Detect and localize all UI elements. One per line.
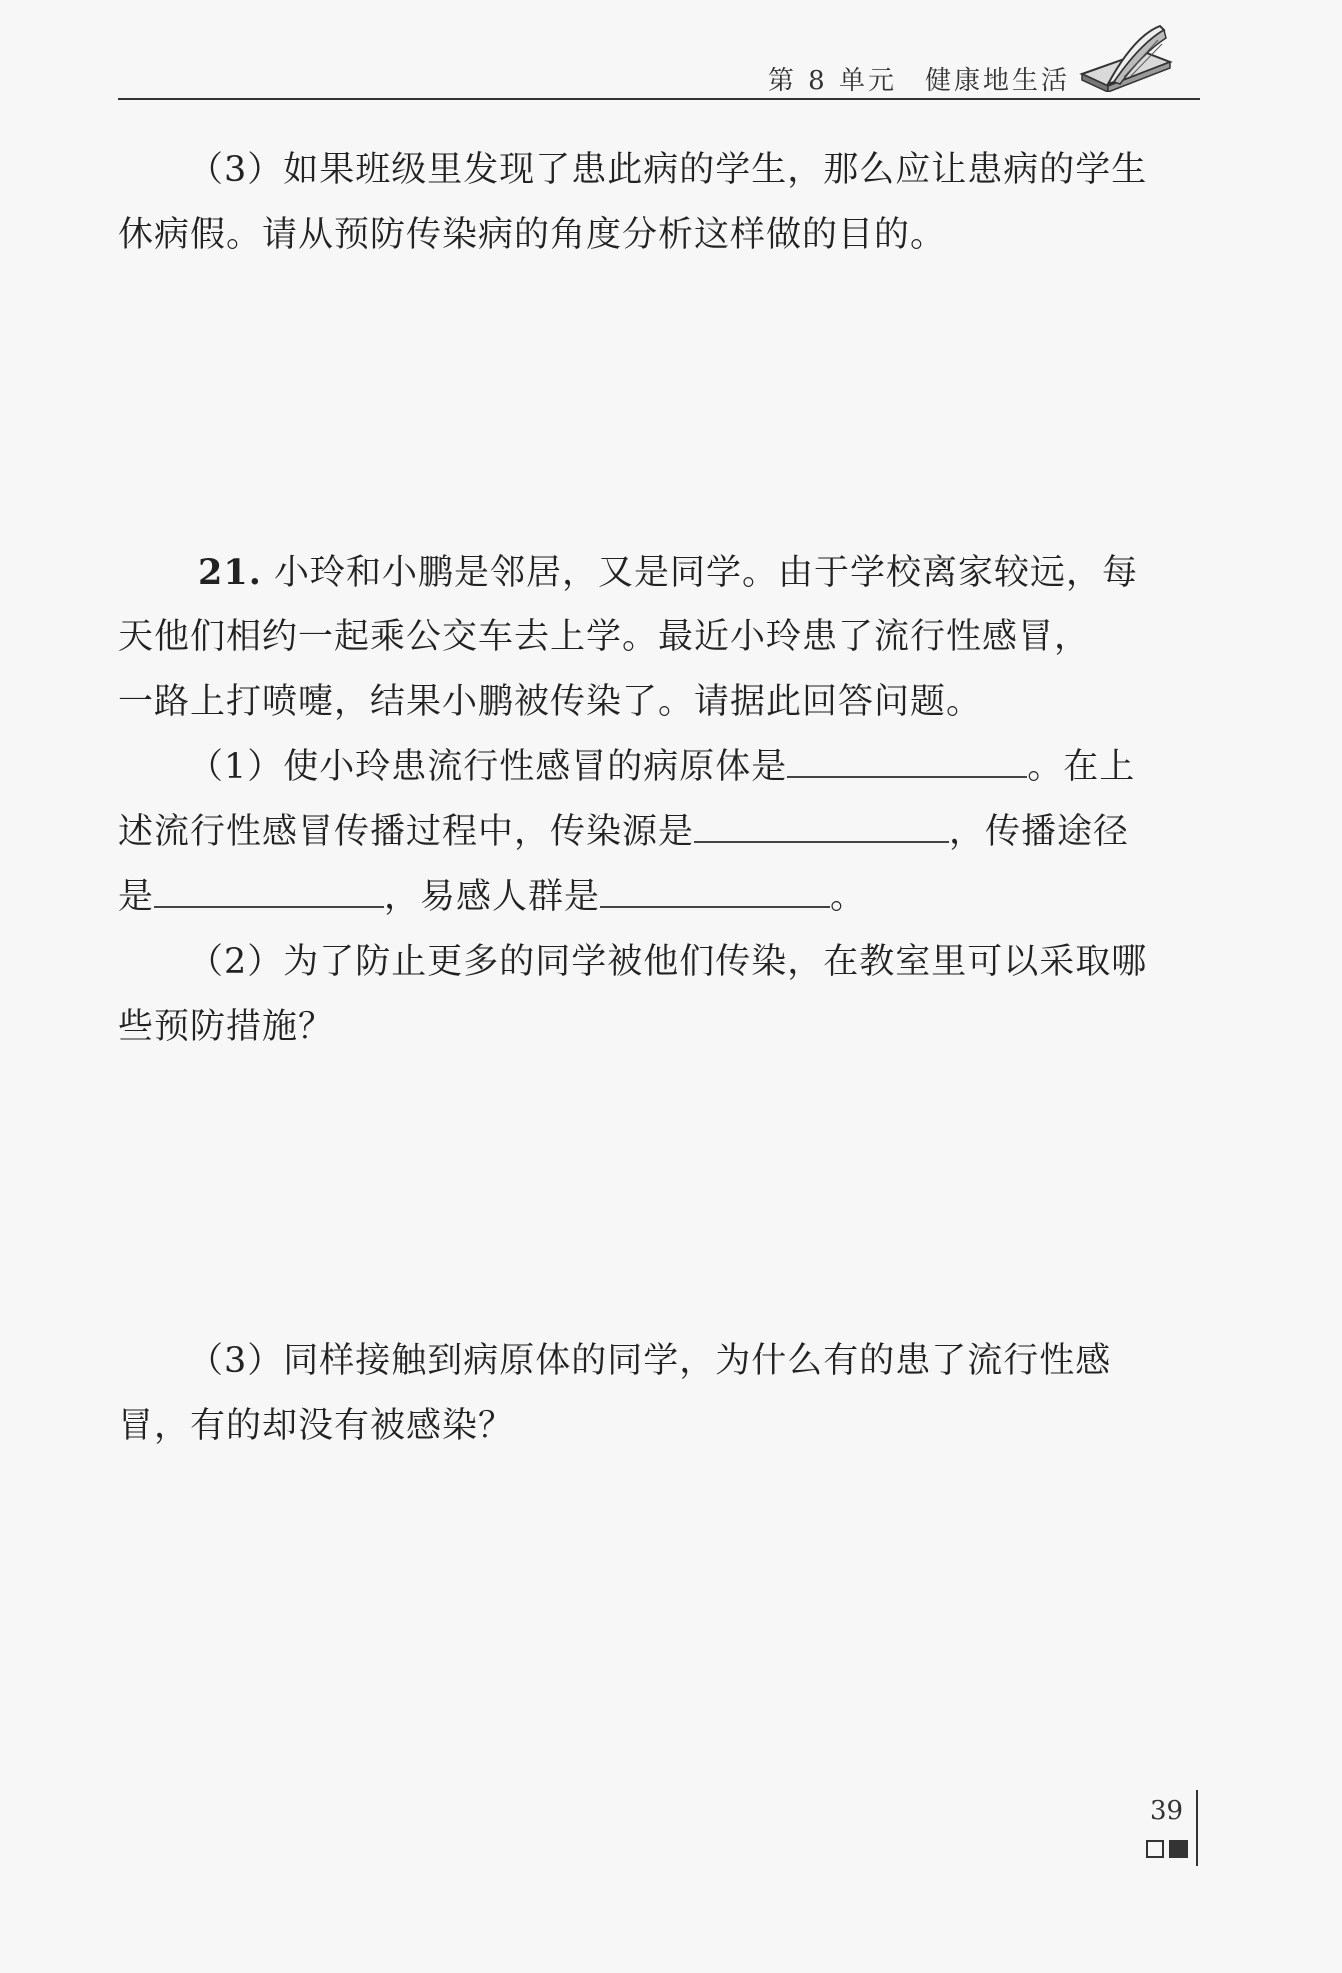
- q20-part3-line2: 休病假。请从预防传染病的角度分析这样做的目的。: [118, 215, 947, 255]
- q21-part1-d: ，传播途径: [949, 812, 1130, 852]
- q20-part3-line1: 如果班级里发现了患此病的学生，那么应让患病的学生: [283, 150, 1148, 190]
- footer-divider: [1196, 1790, 1198, 1866]
- answer-blank-transmission-route[interactable]: [154, 876, 384, 908]
- empty-square-icon: [1146, 1840, 1164, 1858]
- q21-part1-e: 是: [118, 877, 155, 917]
- q21-part3-text2: 冒，有的却没有被感染？: [118, 1406, 515, 1446]
- q21-part1-line2: [118, 800, 1200, 865]
- filled-square-icon: [1169, 1840, 1188, 1858]
- q21-part1-label: （1）: [188, 747, 284, 787]
- q21-part1-f: ，易感人群是: [384, 877, 601, 917]
- page-header: [118, 52, 1200, 102]
- q21-part2-text1: 为了防止更多的同学被他们传染，在教室里可以采取哪: [283, 942, 1148, 982]
- q20-part3-label: （3）: [188, 150, 284, 190]
- unit-title: 健康地生活: [924, 66, 1070, 96]
- q20-part3: [118, 138, 1200, 203]
- answer-blank-susceptible-group[interactable]: [600, 876, 830, 908]
- q21-part3-text1: 同样接触到病原体的同学，为什么有的患了流行性感: [283, 1341, 1112, 1381]
- q21-part3-line1: [118, 1329, 1200, 1394]
- q21-part1-line1: [118, 735, 1200, 800]
- q21-part2-line2: [118, 995, 1200, 1060]
- q21-number: 21.: [198, 552, 262, 593]
- book-icon: [1074, 22, 1174, 92]
- q21-text-line3: 一路上打喷嚏，结果小鹏被传染了。请据此回答问题。: [118, 682, 983, 722]
- q21-part1-b: 。在上: [1027, 747, 1136, 787]
- q21-part2-label: （2）: [188, 942, 284, 982]
- q21-part3-line2: [118, 1394, 1200, 1459]
- q21-part1-a: 使小玲患流行性感冒的病原体是: [283, 747, 788, 787]
- q21-part2-line1: [118, 930, 1200, 995]
- q21-part1-line3: [118, 865, 1200, 930]
- q21-stem-line1: [118, 540, 1200, 606]
- q21-stem-line2: [118, 605, 1200, 670]
- header-rule: [118, 98, 1200, 100]
- unit-label: 第 8 单元: [767, 66, 897, 96]
- q21-part3-label: （3）: [188, 1341, 284, 1381]
- q21-text-line1: 小玲和小鹏是邻居，又是同学。由于学校离家较远，每: [274, 553, 1139, 593]
- answer-blank-pathogen[interactable]: [787, 746, 1027, 778]
- q20-part3-cont: [118, 203, 1200, 268]
- header-text: [768, 60, 1070, 97]
- page-number: 39: [1150, 1796, 1184, 1826]
- q21-part1-c: 述流行性感冒传播过程中，传染源是: [118, 812, 695, 852]
- q21-part2-text2: 些预防措施？: [118, 1007, 335, 1047]
- answer-blank-infection-source[interactable]: [694, 811, 949, 843]
- q21-part1-g: 。: [830, 877, 867, 917]
- q21-text-line2: 天他们相约一起乘公交车去上学。最近小玲患了流行性感冒，: [118, 617, 1091, 657]
- q21-stem-line3: [118, 670, 1200, 735]
